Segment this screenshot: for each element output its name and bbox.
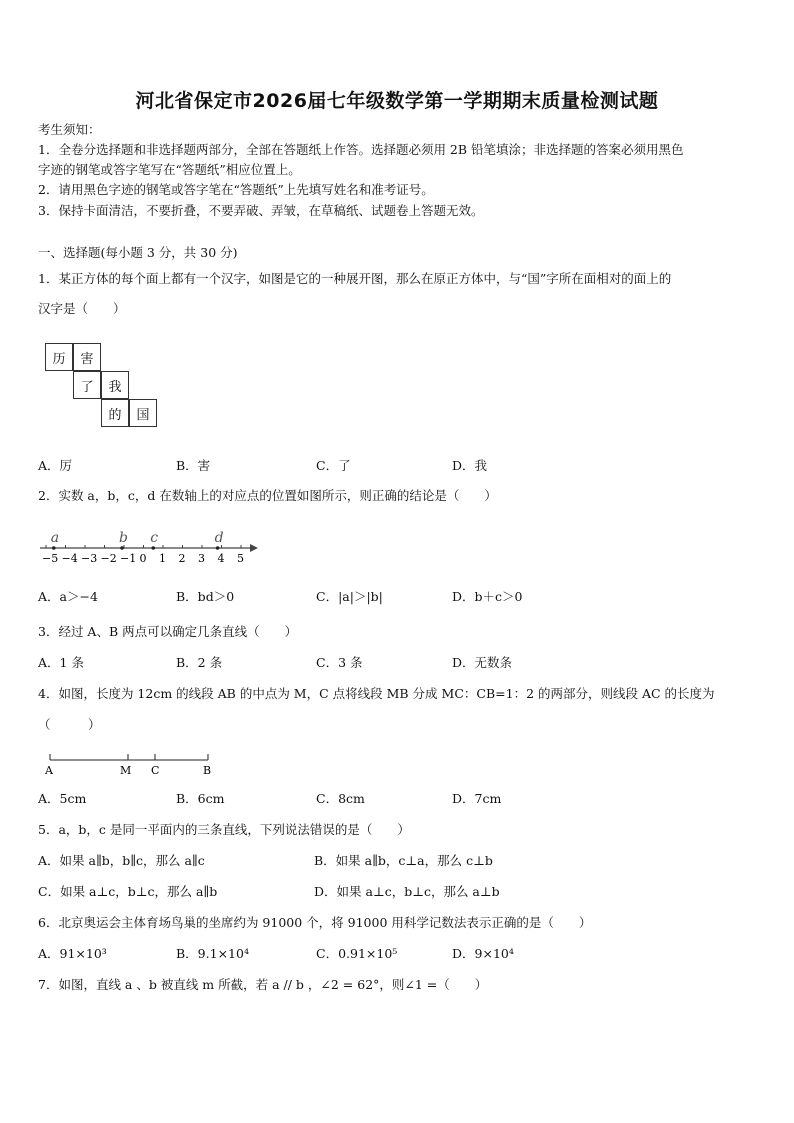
q6-option-a[interactable]: A．91×10³	[38, 946, 107, 961]
q6-option-c[interactable]: C．0.91×10⁵	[316, 946, 398, 961]
q4-stem: 4．如图，长度为 12cm 的线段 AB 的中点为 M，C 点将线段 MB 分成 MC：CB=1：2 的两部分，则线段 AC 的长度为	[38, 686, 715, 701]
notice-line-3: 3．保持卡面清洁，不要折叠，不要弄破、弄皱，在草稿纸、试题卷上答题无效。	[38, 203, 484, 218]
q5-option-b[interactable]: B．如果 a∥b，c⊥a，那么 c⊥b	[314, 853, 493, 868]
net-cell: 的	[101, 399, 129, 427]
net-cell: 我	[101, 371, 129, 399]
axis-arrow	[250, 544, 258, 552]
q3-option-a[interactable]: A．1 条	[38, 655, 84, 670]
point-d	[216, 546, 220, 550]
q3-option-b[interactable]: B．2 条	[176, 655, 223, 670]
q2-option-a[interactable]: A．a＞−4	[38, 589, 98, 604]
q3-option-c[interactable]: C．3 条	[316, 655, 363, 670]
net-cell: 害	[73, 343, 101, 371]
q1-option-b[interactable]: B．害	[176, 458, 211, 473]
label-b: B	[203, 764, 212, 777]
notice-line-1: 1．全卷分选择题和非选择题两部分，全部在答题纸上作答。选择题必须用 2B 铅笔填涂；非选择题的答案必须用黑色	[38, 142, 684, 157]
notice-line-1b: 字迹的钢笔或答字笔写在“答题纸”相应位置上。	[38, 162, 301, 177]
tick-label: 0	[139, 552, 147, 565]
q7-stem: 7．如图，直线 a 、b 被直线 m 所截，若 a // b ，∠2 = 62°，则∠1 =（ ）	[38, 977, 488, 992]
net-cell: 国	[129, 399, 157, 427]
segment-figure	[40, 748, 220, 780]
label-a: A	[45, 764, 53, 777]
q4-option-b[interactable]: B．6cm	[176, 791, 225, 806]
tick-label: 5	[237, 552, 244, 565]
point-b	[120, 546, 124, 550]
q4-stem-cont: （ ）	[38, 717, 101, 732]
q2-option-d[interactable]: D．b＋c＞0	[452, 589, 523, 604]
q1-option-a[interactable]: A．厉	[38, 458, 73, 473]
q6-option-d[interactable]: D．9×10⁴	[452, 946, 514, 961]
tick-label: 2	[178, 552, 186, 565]
q1-stem-cont: 汉字是（ ）	[38, 301, 126, 316]
q1-stem: 1．某正方体的每个面上都有一个汉字，如图是它的一种展开图，那么在原正方体中，与“国”字所在面相对的面上的	[38, 271, 672, 286]
q5-option-c[interactable]: C．如果 a⊥c，b⊥c，那么 a∥b	[38, 884, 218, 899]
q4-option-a[interactable]: A．5cm	[38, 791, 87, 806]
tick-label: −3	[81, 552, 98, 565]
tick-label: 1	[159, 552, 166, 565]
point-label-b: b	[119, 530, 129, 546]
notice-line-2: 2．请用黑色字迹的钢笔或答字笔在“答题纸”上先填写姓名和准考证号。	[38, 182, 434, 197]
q4-option-d[interactable]: D．7cm	[452, 791, 502, 806]
tick-label: −1	[120, 552, 137, 565]
point-a	[52, 546, 56, 550]
tick-label: −2	[100, 552, 117, 565]
q5-option-d[interactable]: D．如果 a⊥c，b⊥c，那么 a⊥b	[314, 884, 500, 899]
label-c: C	[151, 764, 160, 777]
net-cell: 历	[45, 343, 73, 371]
net-cell: 了	[73, 371, 101, 399]
q6-option-b[interactable]: B．9.1×10⁴	[176, 946, 249, 961]
exam-title: 河北省保定市2026届七年级数学第一学期期末质量检测试题	[135, 90, 659, 112]
section-heading: 一、选择题(每小题 3 分，共 30 分)	[38, 245, 238, 260]
q2-option-b[interactable]: B．bd＞0	[176, 589, 235, 604]
q5-option-a[interactable]: A．如果 a∥b，b∥c，那么 a∥c	[38, 853, 205, 868]
label-m: M	[120, 764, 132, 777]
tick-label: −4	[61, 552, 78, 565]
q1-option-d[interactable]: D．我	[452, 458, 488, 473]
q4-option-c[interactable]: C．8cm	[316, 791, 365, 806]
point-label-d: d	[214, 530, 224, 546]
q6-stem: 6．北京奥运会主体育场鸟巢的坐席约为 91000 个，将 91000 用科学记数法表示正确的是（ ）	[38, 915, 592, 930]
q3-stem: 3．经过 A、B 两点可以确定几条直线（ ）	[38, 624, 298, 639]
q1-option-c[interactable]: C．了	[316, 458, 351, 473]
q5-stem: 5．a，b，c 是同一平面内的三条直线，下列说法错误的是（ ）	[38, 822, 410, 837]
notice-header: 考生须知：	[38, 122, 101, 137]
tick-label: 3	[198, 552, 205, 565]
point-label-c: c	[150, 530, 159, 546]
q2-option-c[interactable]: C．|a|＞|b|	[316, 589, 383, 604]
tick-label: 4	[217, 552, 225, 565]
number-line-figure	[36, 518, 260, 568]
tick-label: −5	[42, 552, 59, 565]
point-c	[151, 546, 155, 550]
q2-stem: 2．实数 a，b，c，d 在数轴上的对应点的位置如图所示，则正确的结论是（ ）	[38, 488, 497, 503]
q3-option-d[interactable]: D．无数条	[452, 655, 513, 670]
point-label-a: a	[50, 530, 60, 546]
